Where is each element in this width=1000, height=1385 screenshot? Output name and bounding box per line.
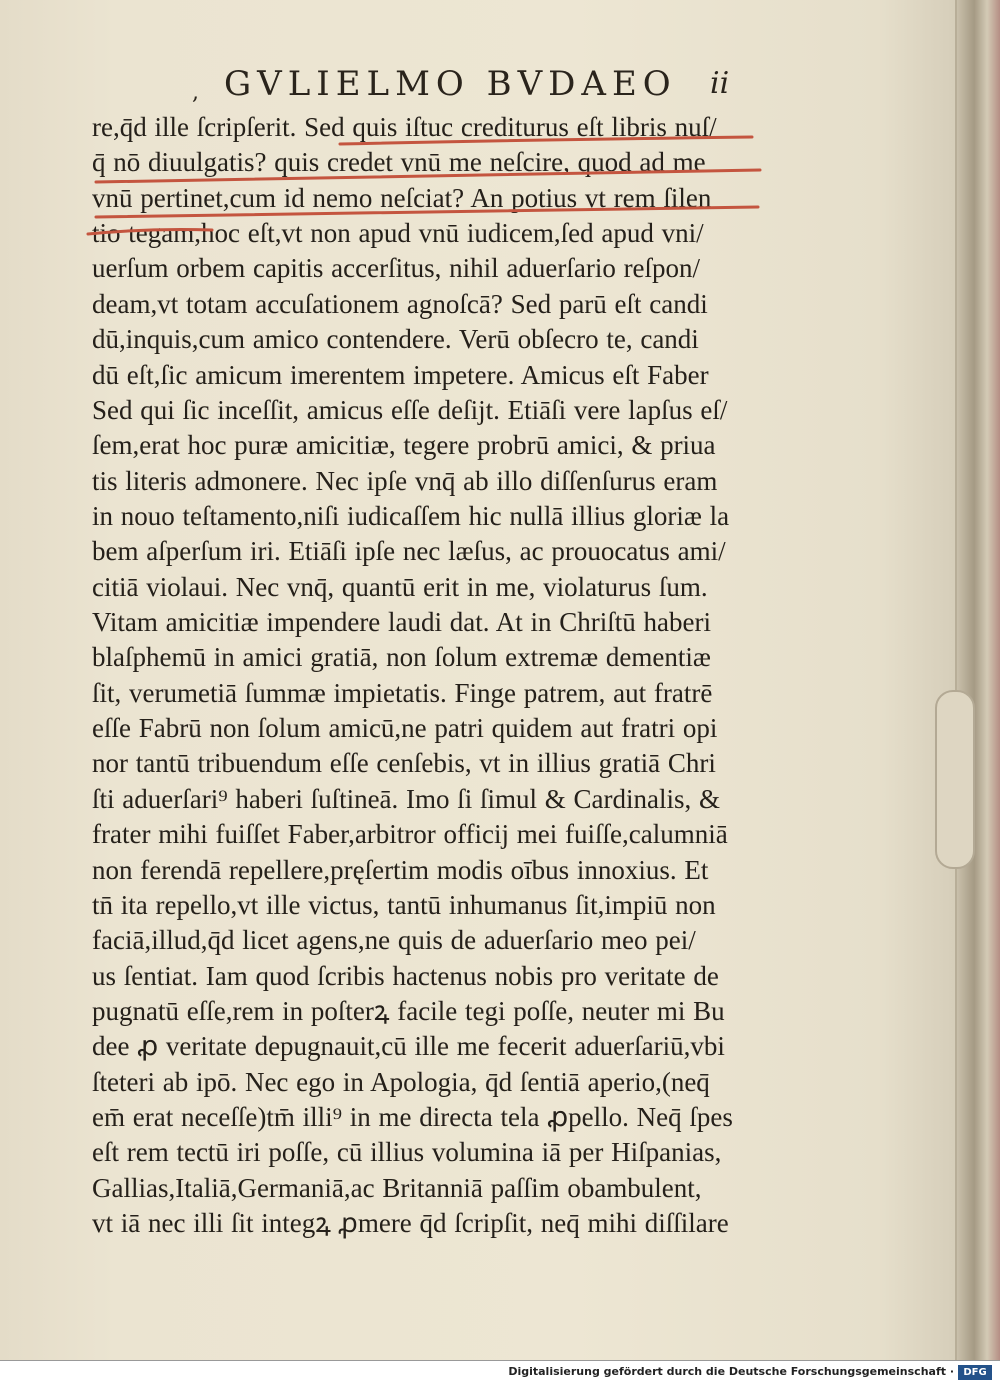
text-line: Vitam amicitiæ impendere laudi dat. At in Chriſtū haberi [92,607,711,638]
text-line: tio tegam,hoc eſt,vt non apud vnū iudicem,ſed apud vni/ [92,218,704,249]
text-line: dee ꝓ veritate depugnauit,cū ille me fecerit aduerſariū,vbi [92,1031,725,1062]
running-header [180,64,760,112]
text-line: blaſphemū in amici gratiā, non ſolum extremæ dementiæ [92,642,711,673]
text-line: ſti aduerſari⁹ haberi ſuſtineā. Imo ſi ſimul & Cardinalis, & [92,783,721,814]
text-line: vt iā nec illi ſit integꝝ ꝓmere q̄d ſcripſit, neq̄ mihi diſſilare [92,1208,729,1239]
text-line: em̄ erat neceſſe)tm̄ illi⁹ in me directa tela ꝓpello. Neq̄ ſpes [92,1102,733,1133]
folio-number: ii [710,66,730,101]
page-edge [957,0,1000,1360]
text-line: deam,vt totam accuſationem agnoſcā? Sed parū eſt candi [92,288,708,319]
text-line: vnū pertinet,cum id nemo neſciat? An potius vt rem ſilen [92,182,712,213]
header-ornament: , [192,80,199,105]
text-line: tn̄ ita repello,vt ille victus, tantū inhumanus ſit,impiū non [92,889,716,920]
text-line: nor tantū tribuendum eſſe cenſebis, vt in illius gratiā Chri [92,748,716,779]
text-line: Sed qui ſic inceſſit, amicus eſſe deſijt. Etiāſi vere lapſus eſ/ [92,394,728,425]
text-line: pugnatū eſſe,rem in poſterꝝ facile tegi poſſe, neuter mi Bu [92,995,725,1026]
text-line: ſem,erat hoc puræ amicitiæ, tegere probrū amici, & priua [92,430,716,461]
text-line: tis literis admonere. Nec ipſe vnq̄ ab illo diſſenſurus eram [92,465,718,496]
body-text [92,110,792,1242]
running-title: GVLIELMO BVDAEO [224,64,677,104]
text-line: faciā,illud,q̄d licet agens,ne quis de aduerſario meo pei/ [92,925,696,956]
dfg-logo: DFG [958,1365,992,1380]
text-line: dū,inquis,cum amico contendere. Verū obſecro te, candi [92,324,699,355]
funding-credit: Digitalisierung gefördert durch die Deutsche Forschungsgemeinschaft · [508,1365,954,1378]
text-line: citiā violaui. Nec vnq̄, quantū erit in me, violaturus ſum. [92,571,708,602]
text-line: ſit, verumetiā ſummæ impietatis. Finge patrem, aut fratrē [92,677,713,708]
text-line: uerſum orbem capitis accerſitus, nihil aduerſario reſpon/ [92,253,701,284]
text-line: q̄ nō diuulgatis? quis credet vnū me neſcire, quod ad me [92,147,706,178]
page-clip [935,690,975,869]
text-line: in nouo teſtamento,niſi iudicaſſem hic nullā illius gloriæ la [92,500,730,531]
text-line: dū eſt,ſic amicum imerentem impetere. Amicus eſt Faber [92,359,709,390]
text-line: Gallias,Italiā,Germaniā,ac Britanniā paſſim obambulent, [92,1172,702,1203]
text-line: ſteteri ab ipō. Nec ego in Apologia, q̄d ſentiā aperio,(neq̄ [92,1066,710,1097]
text-line: us ſentiat. Iam quod ſcribis hactenus nobis pro veritate de [92,960,719,991]
text-line: frater mihi fuiſſet Faber,arbitror officij mei fuiſſe,calumniā [92,819,728,850]
text-line: re,q̄d ille ſcripſerit. Sed quis iſtuc crediturus eſt libris nuſ/ [92,112,717,142]
text-line: eſt rem tectū iri poſſe, cū illius volumina iā per Hiſpanias, [92,1137,722,1168]
text-line: eſſe Fabrū non ſolum amicū,ne patri quidem aut fratri opi [92,713,718,744]
text-line: non ferendā repellere,pręſertim modis oībus innoxius. Et [92,854,709,885]
text-line: bem aſperſum iri. Etiāſi ipſe nec læſus, ac prouocatus ami/ [92,536,726,567]
digitization-footer [0,1360,1000,1385]
